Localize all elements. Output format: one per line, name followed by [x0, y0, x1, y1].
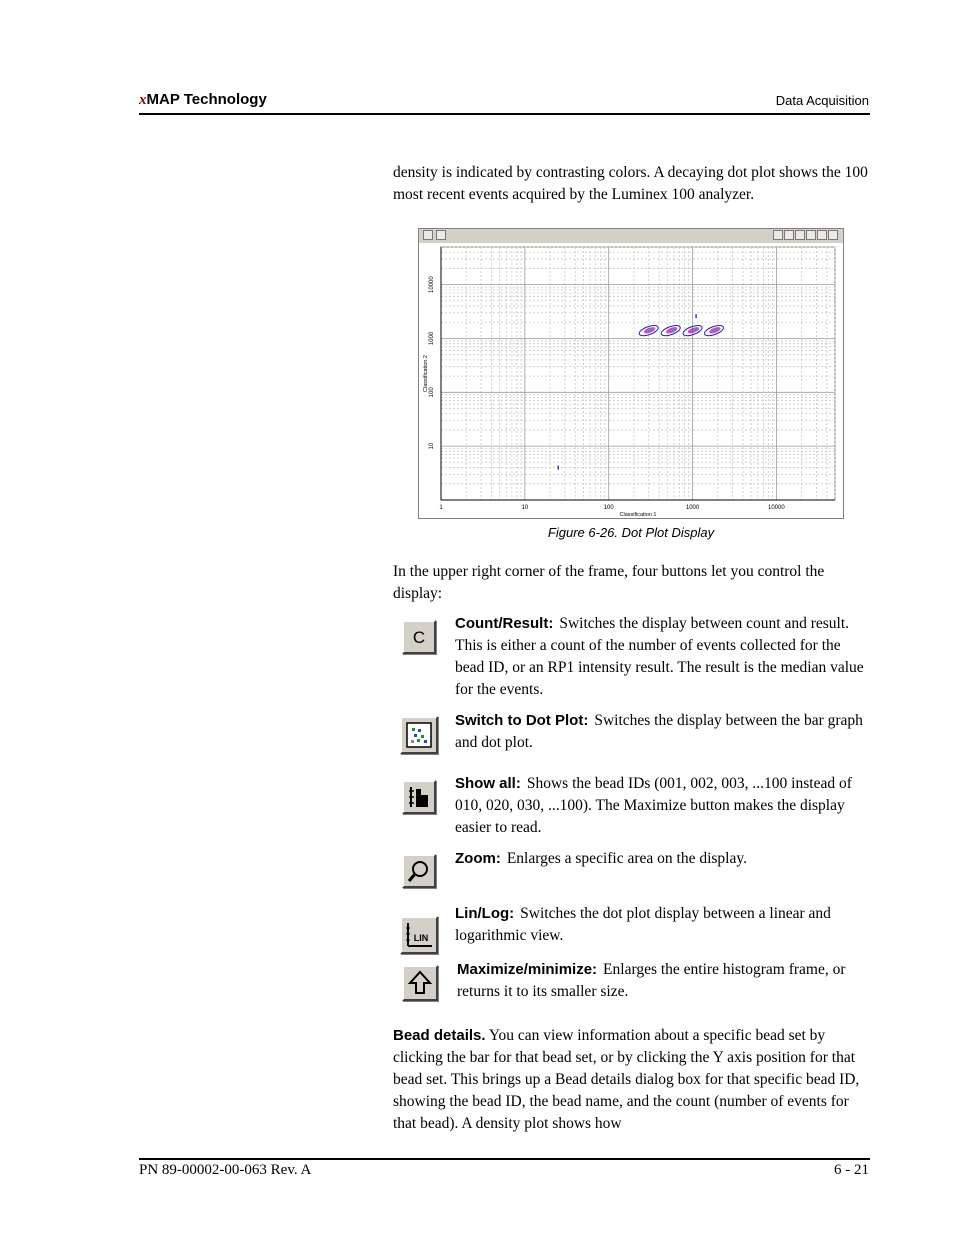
item-text: Switches the display between count and result. This is either a count of the number of events collected for the bead ID, or an RP1 intensity result. The result is the median value for the events. [455, 615, 864, 698]
cluster-center [671, 328, 674, 331]
x-tick-label: 1 [439, 505, 443, 511]
cluster-center [649, 328, 652, 331]
bead-title: Bead details. [393, 1027, 486, 1044]
bead-details-paragraph [393, 1025, 871, 1135]
footer-page-number: 6 - 21 [834, 1162, 869, 1178]
lin-log-button[interactable] [400, 916, 438, 954]
x-axis-label: Classification 1 [619, 512, 657, 518]
item-switch-dot-plot [455, 710, 870, 754]
outlier-point [558, 466, 559, 470]
y-tick-label: 10 [429, 442, 435, 450]
y-tick-label: 100 [429, 387, 435, 398]
item-text: Shows the bead IDs (001, 002, 003, ...100 instead of 010, 020, 030, ...100). The Maximize button makes the display easier to read. [455, 775, 852, 836]
count-result-button[interactable] [402, 620, 436, 654]
small-toolbar-button[interactable] [436, 230, 446, 240]
brand-rest: MAP Technology [146, 91, 267, 108]
lin-log-icon [404, 920, 434, 950]
item-title: Lin/Log: [455, 905, 515, 922]
count-result-toolbar-button[interactable] [773, 230, 783, 240]
x-tick-label: 10000 [768, 505, 785, 511]
show-all-toolbar-button[interactable] [795, 230, 805, 240]
brand-x: x [139, 92, 147, 108]
y-tick-label: 1000 [429, 331, 435, 346]
intro-paragraph: density is indicated by contrasting colors. A decaying dot plot shows the 100 most recent events acquired by the Luminex 100 analyzer. [393, 164, 868, 203]
y-axis-label: Classification 2 [423, 355, 429, 392]
header-section: Data Acquisition [775, 93, 869, 108]
footer-rule [139, 1158, 870, 1160]
outlier-point [695, 314, 696, 318]
item-maximize [457, 959, 872, 1003]
item-zoom [455, 848, 870, 870]
x-tick-label: 100 [603, 505, 614, 511]
header-rule [139, 113, 870, 115]
show-all-button[interactable] [402, 780, 436, 814]
item-text: Enlarges the entire histogram frame, or returns it to its smaller size. [457, 961, 846, 1000]
lin-log-glyph: LIN [413, 933, 429, 943]
item-title: Switch to Dot Plot: [455, 712, 589, 729]
item-lin-log [455, 903, 870, 947]
header-brand [139, 91, 267, 109]
scatter-toolbar-button[interactable] [423, 230, 433, 240]
dot-plot-icon [404, 720, 434, 750]
item-show-all [455, 773, 870, 839]
item-title: Zoom: [455, 850, 501, 867]
item-title: Maximize/minimize: [457, 961, 598, 978]
item-count-result [455, 613, 870, 701]
maximize-button[interactable] [402, 965, 438, 1001]
bead-text: You can view information about a specific bead set by clicking the bar for that bead set, or by clicking the Y axis position for that bead set. This brings up a Bead details dialog box for that specific bead ID, showing the bead ID, the bead name, and the count (number of events for that bead). A density plot shows how [393, 1027, 860, 1132]
lin-log-toolbar-button[interactable] [817, 230, 827, 240]
zoom-button[interactable] [402, 854, 436, 888]
maximize-icon [406, 969, 434, 997]
maximize-toolbar-button[interactable] [828, 230, 838, 240]
dot-plot-chart [419, 243, 843, 518]
footer-part-number: PN 89-00002-00-063 Rev. A [139, 1162, 312, 1178]
figure-toolbar [419, 229, 843, 243]
cluster-center [714, 328, 717, 331]
item-title: Show all: [455, 775, 521, 792]
item-text: Enlarges a specific area on the display. [506, 850, 747, 867]
zoom-icon [406, 858, 432, 884]
x-tick-label: 1000 [685, 505, 700, 511]
show-all-icon [406, 784, 432, 810]
x-tick-label: 10 [521, 505, 529, 511]
cluster-center [693, 328, 696, 331]
switch-dot-plot-button[interactable] [400, 716, 438, 754]
zoom-toolbar-button[interactable] [806, 230, 816, 240]
count-result-glyph: C [412, 628, 426, 647]
lead-paragraph: In the upper right corner of the frame, four buttons let you control the display: [393, 563, 825, 602]
item-text: Switches the display between the bar graph and dot plot. [455, 712, 863, 751]
dot-plot-figure [418, 228, 844, 519]
figure-caption: Figure 6-26. Dot Plot Display [547, 525, 715, 540]
count-result-icon [406, 624, 432, 650]
item-text: Switches the dot plot display between a linear and logarithmic view. [455, 905, 831, 944]
dot-plot-toolbar-button[interactable] [784, 230, 794, 240]
item-title: Count/Result: [455, 615, 554, 632]
y-tick-label: 10000 [429, 276, 435, 293]
